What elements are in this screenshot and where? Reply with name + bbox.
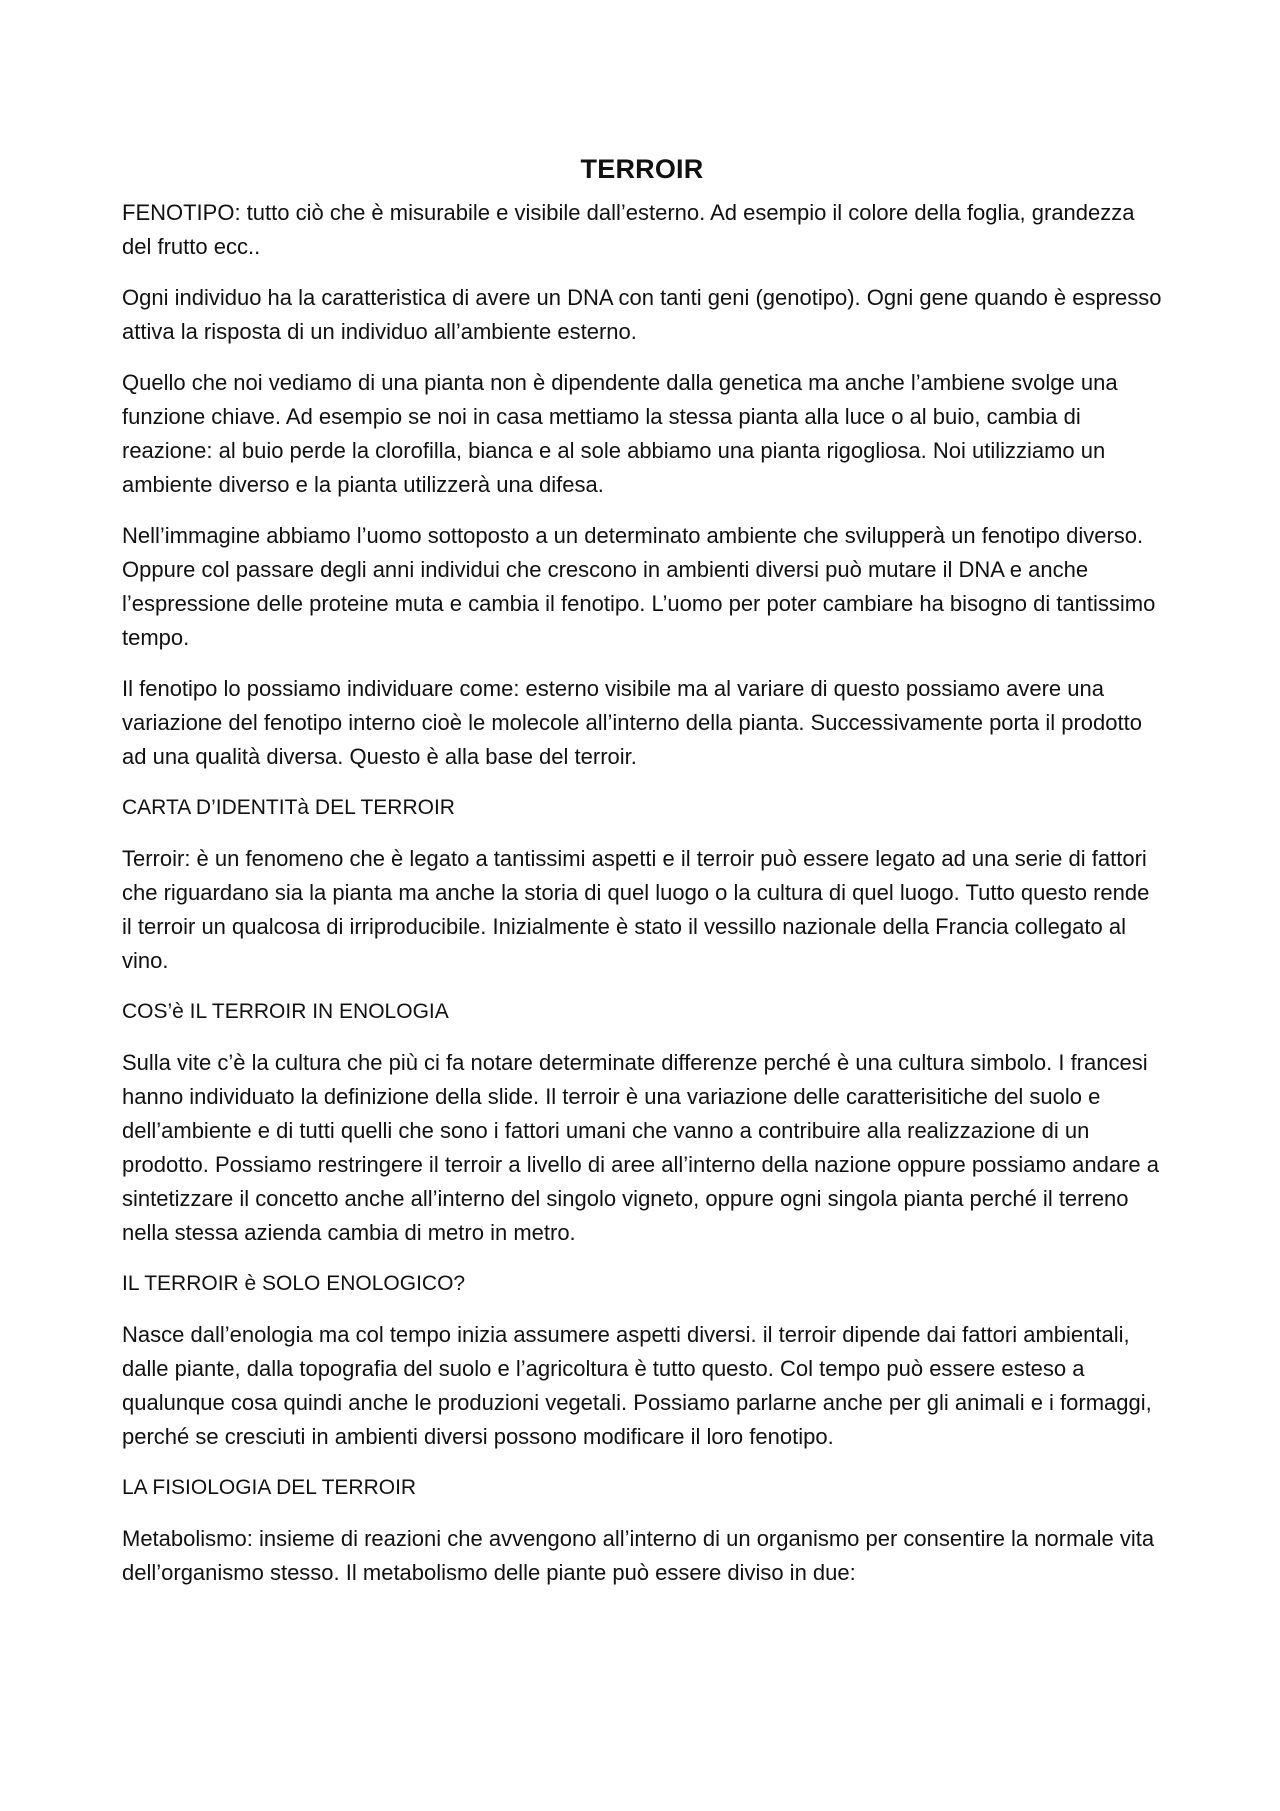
paragraph-fenotipo-interno: Il fenotipo lo possiamo individuare come: esterno visibile ma al variare di questo possiamo avere una variazione del fenotipo interno cioè le molecole all’interno della pianta. Successivamente porta il prodotto ad una qualità diversa. Questo è alla base del terroir. [122, 676, 1142, 769]
paragraph-terroir-definizione: Terroir: è un fenomeno che è legato a tantissimi aspetti e il terroir può essere legato ad una serie di fattori che riguardano sia la pianta ma anche la storia di quel luogo o la cultura di quel luogo. Tutto questo rende il terroir un qualcosa di irriproducibile. Inizialmente è stato il vessillo nazionale della Francia collegato al vino. [122, 846, 1150, 973]
section-heading-carta-identita: CARTA D’IDENTITà DEL TERROIR [122, 796, 455, 819]
paragraph-vite-cultura: Sulla vite c’è la cultura che più ci fa notare determinate differenze perché è una cultura simbolo. I francesi hanno individuato la definizione della slide. Il terroir è una variazione delle caratterisitiche del suolo e dell’ambiente e di tutti quelli che sono i fattori umani che vanno a contribuire alla realizzazione di un prodotto. Possiamo restringere il terroir a livello di aree all’interno della nazione oppure possiamo andare a sintetizzare il concetto anche all’interno del singolo vigneto, oppure ogni singola pianta perché il terreno nella stessa azienda cambia di metro in metro. [122, 1050, 1160, 1245]
paragraph-immagine-uomo: Nell’immagine abbiamo l’uomo sottoposto a un determinato ambiente che svilupperà un fenotipo diverso. Oppure col passare degli anni individui che crescono in ambienti diversi può mutare il DNA e anche l’espressione delle proteine muta e cambia il fenotipo. L’uomo per poter cambiare ha bisogno di tantissimo tempo. [122, 523, 1156, 650]
paragraph-genotipo: Ogni individuo ha la caratteristica di avere un DNA con tanti geni (genotipo). Ogni gene quando è espresso attiva la risposta di un individuo all’ambiente esterno. [122, 285, 1162, 344]
document-title: TERROIR [580, 154, 704, 184]
section-heading-fisiologia: LA FISIOLOGIA DEL TERROIR [122, 1476, 417, 1499]
paragraph-ambiente: Quello che noi vediamo di una pianta non è dipendente dalla genetica ma anche l’ambiene svolge una funzione chiave. Ad esempio se noi in casa mettiamo la stessa pianta alla luce o al buio, cambia di reazione: al buio perde la clorofilla, bianca e al sole abbiamo una pianta rigogliosa. Noi utilizziamo un ambiente diverso e la pianta utilizzerà una difesa. [122, 370, 1118, 497]
paragraph-nasce-enologia: Nasce dall’enologia ma col tempo inizia assumere aspetti diversi. il terroir dipende dai fattori ambientali, dalle piante, dalla topografia del suolo e l’agricoltura è tutto questo. Col tempo può essere esteso a qualunque cosa quindi anche le produzioni vegetali. Possiamo parlarne anche per gli animali e i formaggi, perché se cresciuti in ambienti diversi possono modificare il loro fenotipo. [122, 1322, 1152, 1449]
section-heading-solo-enologico: IL TERROIR è SOLO ENOLOGICO? [122, 1272, 466, 1295]
section-heading-enologia: COS’è IL TERROIR IN ENOLOGIA [122, 1000, 449, 1023]
paragraph-metabolismo: Metabolismo: insieme di reazioni che avvengono all’interno di un organismo per consentire la normale vita dell’organismo stesso. Il metabolismo delle piante può essere diviso in due: [122, 1526, 1155, 1585]
paragraph-fenotipo: FENOTIPO: tutto ciò che è misurabile e visibile dall’esterno. Ad esempio il colore della foglia, grandezza del frutto ecc.. [122, 200, 1135, 259]
